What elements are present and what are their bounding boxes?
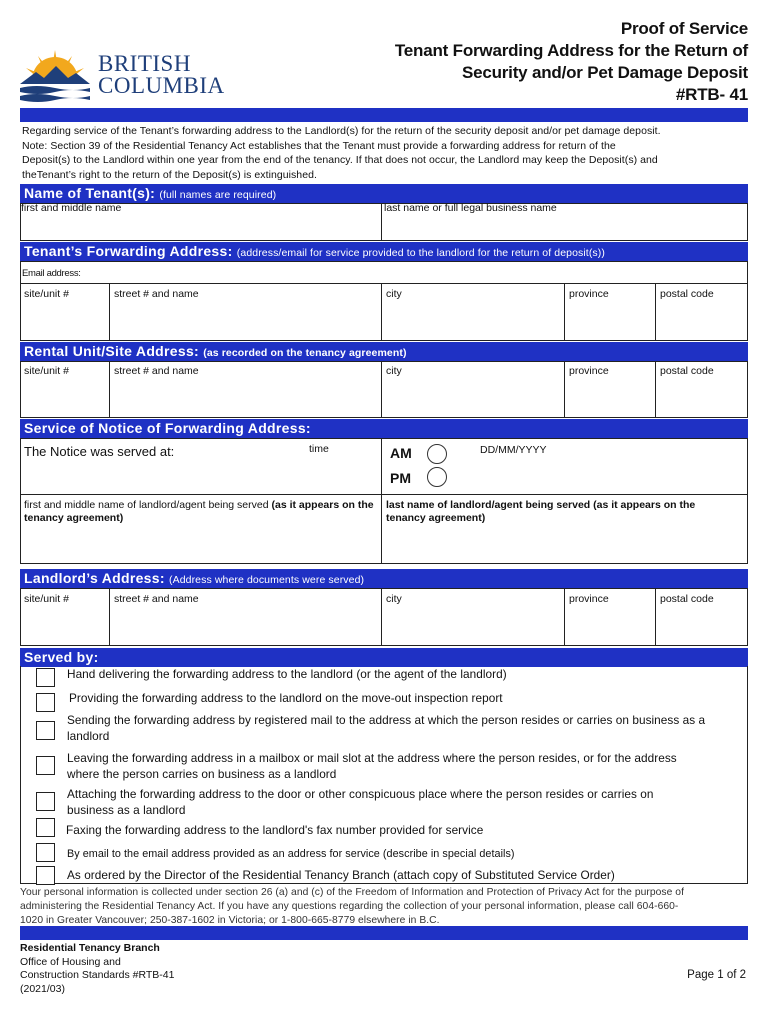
field-label: site/unit #: [24, 593, 69, 605]
served-at-label: The Notice was served at:: [24, 444, 175, 459]
intro-line: theTenant’s right to the return of the Deposit(s) is extinguished.: [22, 168, 317, 181]
privacy-line: Your personal information is collected under section 26 (a) and (c) of the Freedom of Information and Protection of Privacy Act for the purpose of: [20, 887, 684, 898]
field-label: Email address:: [22, 268, 81, 279]
forwarding-address-fields: [20, 283, 748, 341]
landlord-province-field[interactable]: [564, 589, 655, 645]
option-label: Sending the forwarding address by registered mail to the address at which the person resides or carries on business as a landlord: [67, 713, 706, 743]
am-label: AM: [390, 445, 412, 461]
footer-form-date: (2021/03): [20, 982, 65, 995]
section-title: Served by:: [24, 649, 99, 665]
option-label: Hand delivering the forwarding address to the landlord (or the agent of the landlord): [67, 667, 507, 681]
footer-line: Office of Housing and: [20, 955, 121, 968]
option-label: Leaving the forwarding address in a mailbox or mail slot at the address where the person resides, or for the address where the person carries on business as a landlord: [67, 751, 677, 781]
intro-line: Note: Section 39 of the Residential Tenancy Act establishes that the Tenant must provide a forwarding address for return of the: [22, 139, 616, 152]
tenant-first-name-field[interactable]: [21, 202, 381, 240]
footer-org-name: Residential Tenancy Branch: [20, 942, 160, 954]
field-label: city: [386, 593, 402, 605]
title-line-2: Tenant Forwarding Address for the Return of: [394, 41, 748, 60]
footer-divider-bar: [20, 926, 748, 940]
field-label: last name or full legal business name: [384, 202, 557, 214]
date-format-label: DD/MM/YYYY: [480, 444, 547, 456]
field-label: province: [569, 288, 609, 300]
option-label: Attaching the forwarding address to the door or other conspicuous place where the person resides or carries on business as a landlord: [67, 787, 654, 817]
section-title: Service of Notice of Forwarding Address:: [24, 420, 311, 436]
field-label: street # and name: [114, 288, 199, 300]
pm-label: PM: [390, 470, 411, 486]
section-title: Name of Tenant(s):: [24, 185, 156, 201]
option-fax-checkbox[interactable]: [36, 818, 55, 837]
landlord-first-name-field[interactable]: [24, 499, 374, 563]
bc-logo: [16, 40, 226, 102]
pm-radio[interactable]: [427, 467, 447, 487]
field-label: postal code: [660, 593, 714, 605]
landlord-postal-field[interactable]: [655, 589, 747, 645]
intro-line: Deposit(s) to the Landlord within one year from the end of the tenancy. If that does not occur, the Landlord may keep the Deposit(s) and: [22, 154, 658, 166]
option-move-out-report-checkbox[interactable]: [36, 693, 55, 712]
forwarding-city-field[interactable]: [381, 284, 564, 340]
am-radio[interactable]: [427, 444, 447, 464]
tenant-last-name-field[interactable]: [381, 204, 747, 240]
option-label: Providing the forwarding address to the landlord on the move-out inspection report: [69, 691, 503, 705]
field-label: last name of landlord/agent being served (as it appears on the tenancy agreement): [386, 499, 696, 524]
field-label: city: [386, 288, 402, 300]
field-label: postal code: [660, 365, 714, 377]
field-label: street # and name: [114, 593, 199, 605]
rental-street-field[interactable]: [109, 362, 381, 417]
option-registered-mail-checkbox[interactable]: [36, 721, 55, 740]
forwarding-email-field[interactable]: [20, 261, 748, 284]
section-service-header: [20, 419, 748, 438]
section-title: Landlord’s Address:: [24, 570, 165, 586]
option-hand-delivery-checkbox[interactable]: [36, 668, 55, 687]
option-director-order-checkbox[interactable]: [36, 866, 55, 885]
service-date-time-field[interactable]: [381, 439, 747, 494]
header-divider-bar: [20, 108, 748, 122]
section-title: Rental Unit/Site Address:: [24, 343, 200, 359]
section-title: Tenant’s Forwarding Address:: [24, 243, 233, 259]
section-landlord-header: [20, 569, 748, 588]
service-time-row: [20, 438, 748, 495]
form-title: [395, 18, 748, 106]
rental-site-field[interactable]: [24, 365, 110, 417]
rental-city-field[interactable]: [381, 362, 564, 417]
field-label: site/unit #: [24, 365, 69, 377]
title-line-3: Security and/or Pet Damage Deposit: [461, 63, 748, 82]
field-label: first and middle name: [21, 202, 122, 214]
rental-address-fields: [20, 361, 748, 418]
time-label: time: [309, 443, 329, 455]
page-number: Page 1 of 2: [687, 969, 746, 981]
privacy-line: 1020 in Greater Vancouver; 250-387-1602 in Victoria; or 1-800-665-8779 elsewhere in B.C.: [20, 915, 440, 926]
forwarding-postal-field[interactable]: [655, 284, 747, 340]
field-label: city: [386, 365, 402, 377]
served-by-options: [20, 666, 748, 884]
section-note: (full names are required): [159, 189, 277, 201]
field-label: province: [569, 365, 609, 377]
option-label: Faxing the forwarding address to the landlord's fax number provided for service: [66, 823, 484, 837]
option-mailbox-checkbox[interactable]: [36, 756, 55, 775]
forwarding-site-field[interactable]: [24, 288, 110, 340]
landlord-street-field[interactable]: [109, 589, 381, 645]
option-label: As ordered by the Director of the Residential Tenancy Branch (attach copy of Substituted Service Order): [67, 868, 615, 882]
section-served-by-header: [20, 648, 748, 667]
field-label: street # and name: [114, 365, 199, 377]
option-attach-door-checkbox[interactable]: [36, 792, 55, 811]
bc-sun-mountains-icon: [16, 40, 94, 102]
landlord-last-name-field[interactable]: [381, 495, 747, 563]
section-note: (address/email for service provided to the landlord for the return of deposit(s)): [236, 247, 605, 259]
form-number: #RTB- 41: [675, 85, 748, 104]
logo-line-british: BRITISH: [98, 51, 191, 76]
intro-line: Regarding service of the Tenant’s forwarding address to the Landlord(s) for the return of the security deposit and/or pet damage deposit.: [22, 125, 661, 137]
rental-postal-field[interactable]: [655, 362, 747, 417]
section-note: (as recorded on the tenancy agreement): [203, 347, 407, 359]
footer-org-block: [20, 942, 174, 996]
rental-province-field[interactable]: [564, 362, 655, 417]
intro-text: [22, 124, 752, 182]
section-rental-header: [20, 342, 748, 361]
privacy-line: administering the Residential Tenancy Act. If you have any questions regarding the collection of your personal information, please call 604-660-: [20, 901, 679, 912]
privacy-notice: [20, 886, 746, 928]
forwarding-street-field[interactable]: [109, 284, 381, 340]
landlord-site-field[interactable]: [24, 593, 110, 645]
option-label: By email to the email address provided as an address for service (describe in special details): [67, 848, 515, 860]
field-label-bold: (as it appears on the tenancy agreement): [24, 499, 374, 524]
tenant-name-fields: [20, 203, 748, 241]
field-label: site/unit #: [24, 288, 69, 300]
footer-line: Construction Standards #RTB-41: [20, 969, 175, 981]
forwarding-province-field[interactable]: [564, 284, 655, 340]
section-tenant-name-header: [20, 184, 748, 203]
field-label: first and middle name of landlord/agent being served: [24, 499, 269, 511]
section-forwarding-header: [20, 242, 748, 261]
section-note: (Address where documents were served): [169, 574, 365, 586]
landlord-city-field[interactable]: [381, 589, 564, 645]
option-email-checkbox[interactable]: [36, 843, 55, 862]
field-label: postal code: [660, 288, 714, 300]
service-landlord-name-fields: [20, 494, 748, 564]
field-label: province: [569, 593, 609, 605]
logo-line-columbia: COLUMBIA: [98, 73, 225, 98]
landlord-address-fields: [20, 588, 748, 646]
title-line-1: Proof of Service: [620, 19, 748, 38]
